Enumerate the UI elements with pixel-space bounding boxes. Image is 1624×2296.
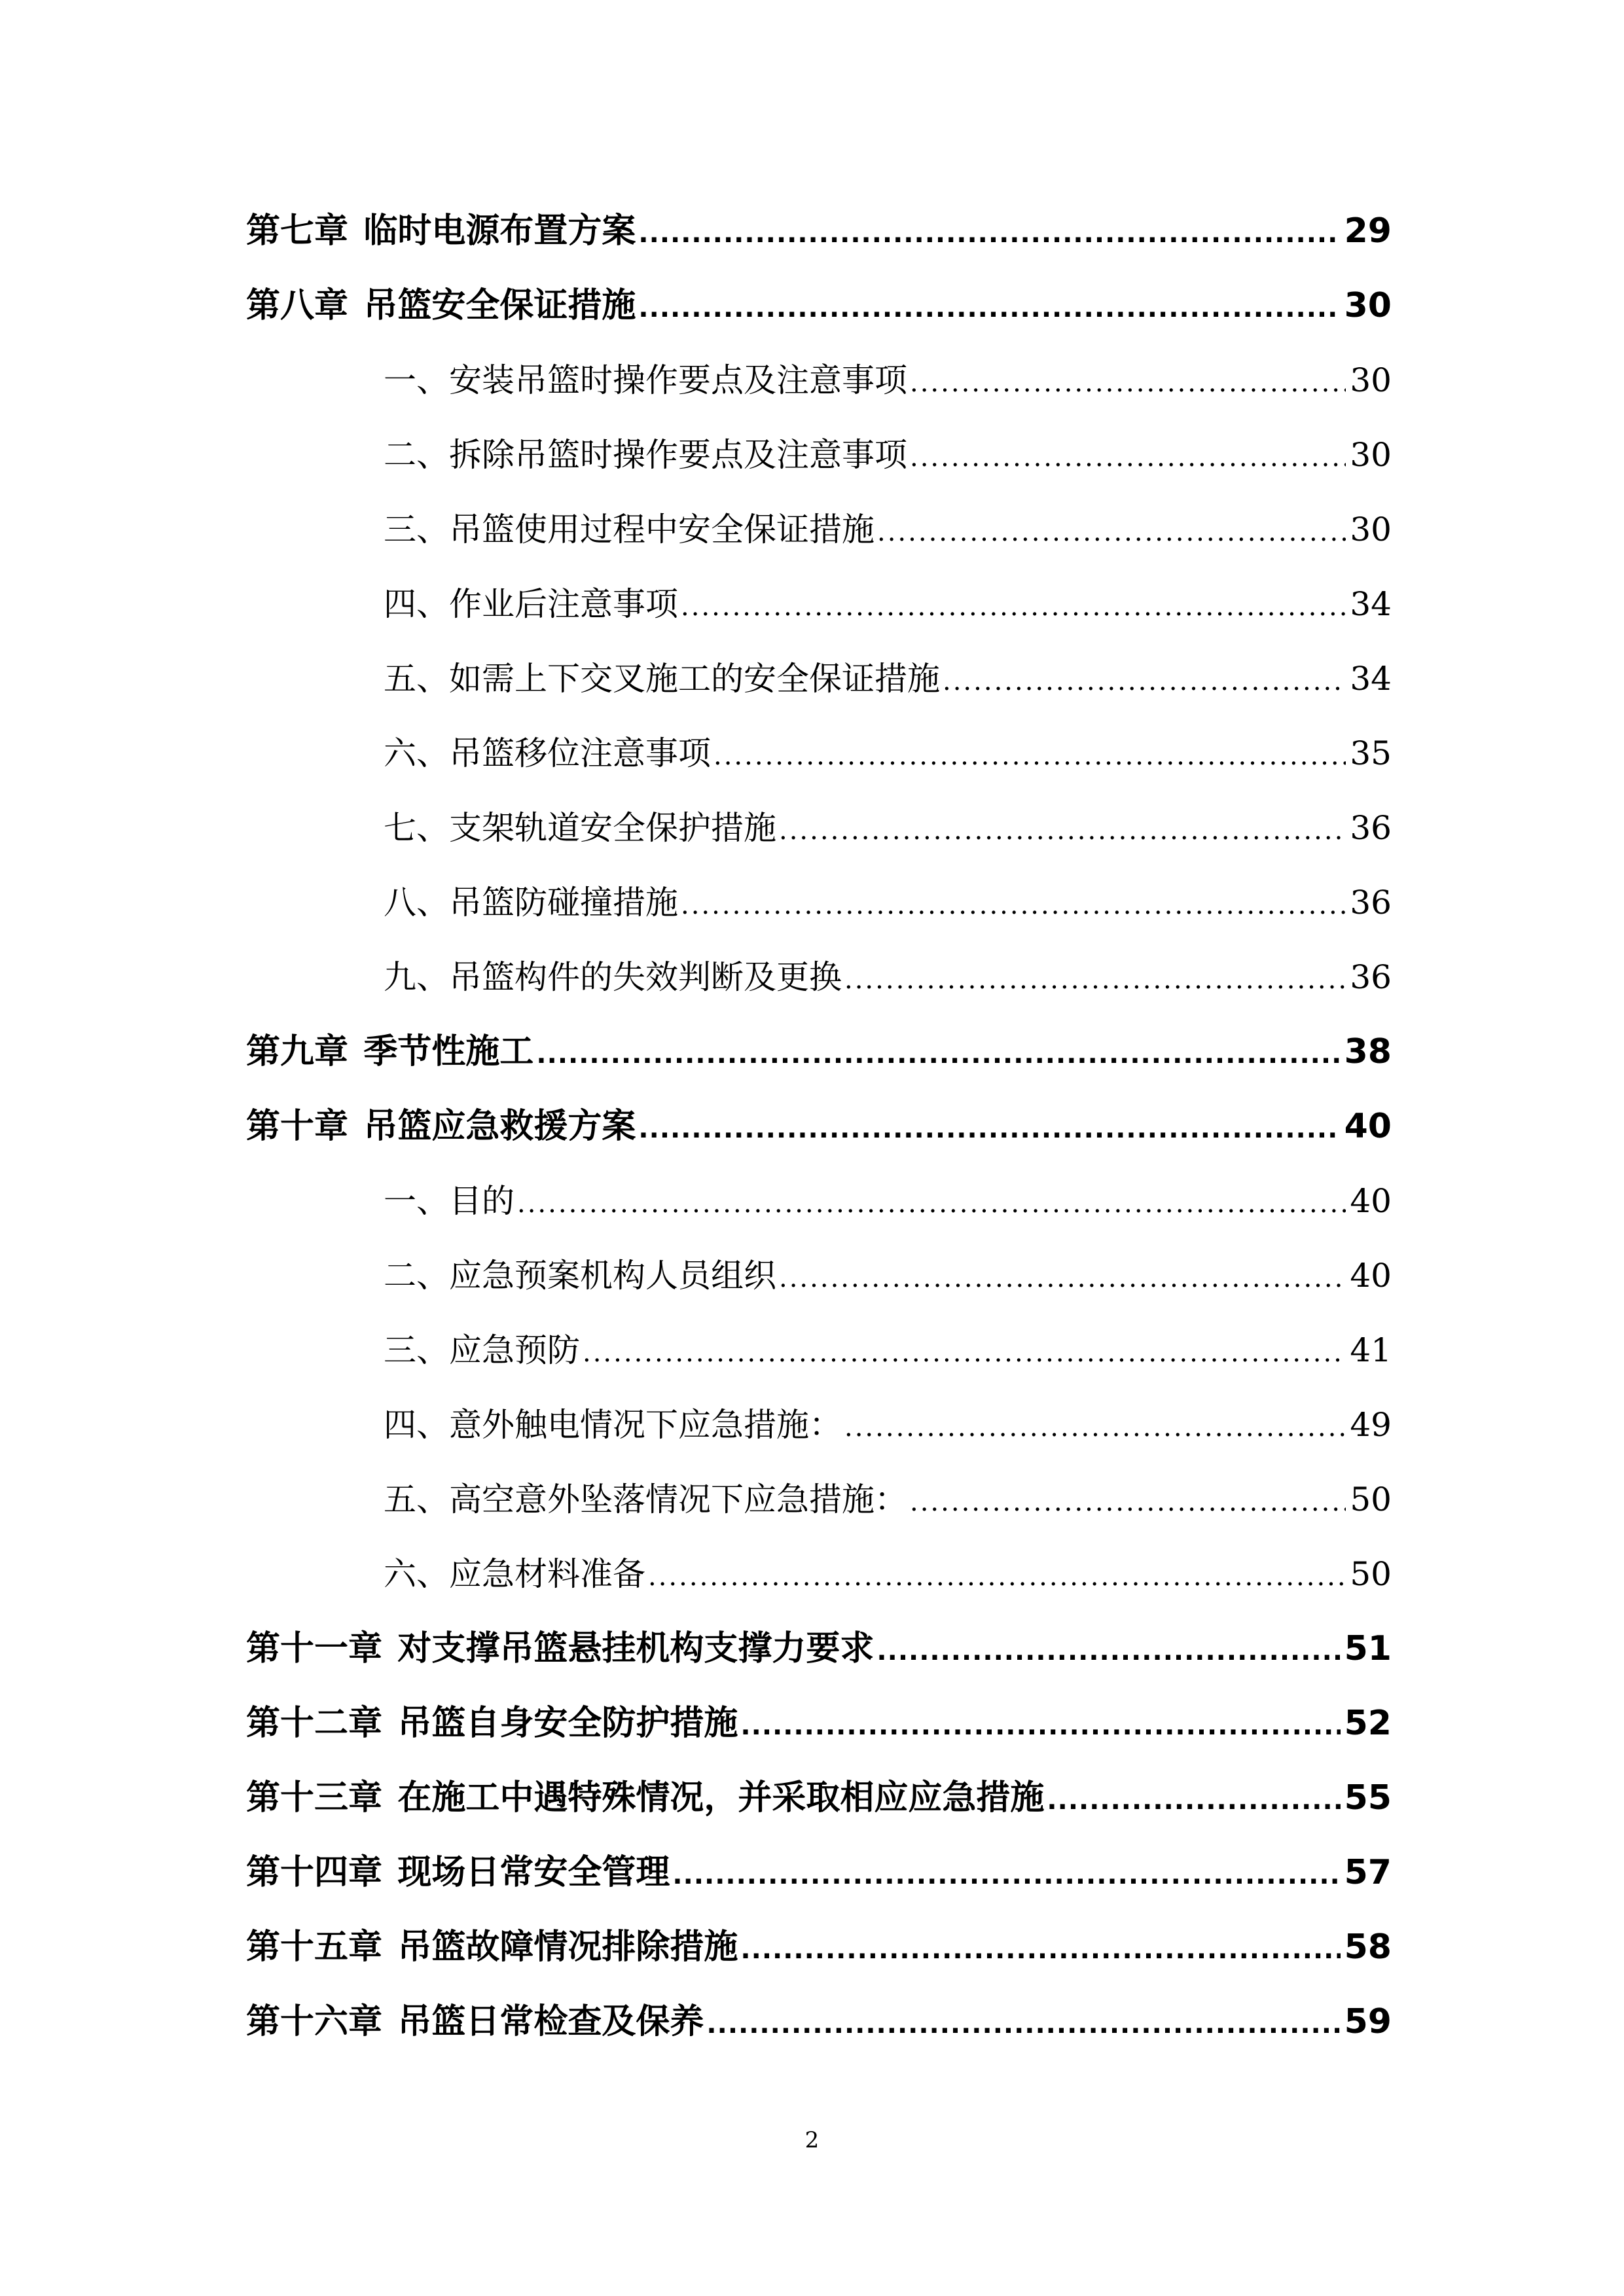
toc-entry-page: 40 (1344, 1107, 1392, 1146)
toc-entry-title (246, 1984, 704, 2059)
toc-entry-title (384, 791, 776, 865)
toc-entry-number: 七、 (384, 809, 449, 847)
toc-entry-text: 如需上下交叉施工的安全保证措施 (449, 660, 940, 698)
toc-entry-text: 应急预防 (449, 1331, 580, 1369)
toc-chapter-entry[interactable] (246, 268, 1392, 343)
toc-entry-number: 一、 (384, 1182, 449, 1220)
dot-leader (681, 868, 1346, 942)
toc-entry-text: 现场日常安全管理 (397, 1853, 670, 1892)
toc-entry-page: 35 (1350, 734, 1392, 772)
toc-entry-page: 30 (1344, 286, 1392, 325)
toc-chapter-entry[interactable] (246, 1910, 1392, 1984)
toc-section-entry[interactable] (246, 865, 1392, 940)
toc-entry-text: 安装吊篮时操作要点及注意事项 (449, 361, 907, 399)
toc-section-entry[interactable] (246, 940, 1392, 1014)
toc-entry-text: 意外触电情况下应急措施： (449, 1406, 842, 1444)
toc-entry-text: 吊篮安全保证措施 (363, 286, 636, 325)
toc-entry-number: 四、 (384, 1406, 449, 1444)
toc-entry-text: 吊篮防碰撞措施 (449, 884, 678, 922)
toc-entry-title (246, 194, 636, 268)
toc-entry-title (384, 1537, 645, 1611)
toc-entry-text: 吊篮移位注意事项 (449, 734, 711, 772)
toc-entry-page: 36 (1350, 884, 1392, 922)
toc-entry-page: 50 (1350, 1555, 1392, 1593)
toc-section-entry[interactable] (246, 1462, 1392, 1537)
toc-entry-number: 第十五章 (246, 1928, 383, 1967)
toc-entry-number: 第十一章 (246, 1629, 383, 1668)
toc-entry-title (384, 641, 940, 716)
toc-entry-page: 38 (1344, 1032, 1392, 1071)
toc-entry-title (384, 716, 711, 791)
toc-section-entry[interactable] (246, 418, 1392, 492)
toc-entry-title (384, 865, 678, 940)
toc-section-entry[interactable] (246, 567, 1392, 641)
toc-section-entry[interactable] (246, 343, 1392, 418)
toc-entry-page: 40 (1350, 1182, 1392, 1220)
toc-section-entry[interactable] (246, 791, 1392, 865)
toc-section-entry[interactable] (246, 1238, 1392, 1313)
toc-entry-text: 拆除吊篮时操作要点及注意事项 (449, 436, 907, 474)
toc-entry-number: 第十章 (246, 1107, 349, 1146)
toc-entry-title (384, 1238, 776, 1313)
toc-chapter-entry[interactable] (246, 194, 1392, 268)
dot-leader (910, 420, 1346, 495)
toc-section-entry[interactable] (246, 1164, 1392, 1238)
dot-leader (648, 1539, 1346, 1614)
toc-entry-text: 作业后注意事项 (449, 585, 678, 623)
page-number: 2 (804, 2127, 820, 2153)
toc-entry-number: 三、 (384, 1331, 449, 1369)
toc-entry-text: 高空意外坠落情况下应急措施： (449, 1480, 907, 1518)
toc-section-entry[interactable] (246, 492, 1392, 567)
toc-entry-page: 50 (1350, 1480, 1392, 1518)
toc-entry-title (246, 1910, 738, 1984)
toc-entry-page: 30 (1350, 511, 1392, 548)
dot-leader (638, 1092, 1340, 1166)
toc-entry-page: 41 (1350, 1331, 1392, 1369)
toc-chapter-entry[interactable] (246, 1761, 1392, 1835)
toc-chapter-entry[interactable] (246, 1984, 1392, 2059)
dot-leader (844, 1390, 1346, 1465)
toc-chapter-entry[interactable] (246, 1611, 1392, 1686)
toc-entry-page: 52 (1344, 1704, 1392, 1743)
toc-entry-number: 八、 (384, 884, 449, 922)
toc-entry-text: 目的 (449, 1182, 514, 1220)
toc-section-entry[interactable] (246, 1313, 1392, 1388)
toc-entry-title (384, 418, 907, 492)
toc-entry-page: 59 (1344, 2002, 1392, 2041)
toc-entry-text: 季节性施工 (363, 1032, 534, 1071)
toc-entry-number: 六、 (384, 1555, 449, 1593)
toc-entry-page: 36 (1350, 958, 1392, 996)
toc-section-entry[interactable] (246, 641, 1392, 716)
toc-entry-title (384, 1462, 907, 1537)
toc-entry-page: 49 (1350, 1406, 1392, 1444)
dot-leader (779, 1241, 1346, 1316)
toc-entry-title (384, 492, 875, 567)
toc-rows (246, 194, 1392, 2059)
toc-entry-title (384, 343, 907, 418)
dot-leader (536, 1017, 1340, 1092)
dot-leader (706, 1987, 1340, 2062)
toc-entry-text: 临时电源布置方案 (363, 211, 636, 251)
toc-entry-title (384, 1313, 580, 1388)
dot-leader (517, 1166, 1346, 1241)
dot-leader (910, 1465, 1346, 1539)
toc-entry-number: 二、 (384, 436, 449, 474)
toc-entry-text: 在施工中遇特殊情况，并采取相应应急措施 (397, 1778, 1045, 1818)
toc-entry-number: 第十四章 (246, 1853, 383, 1892)
toc-entry-number: 第八章 (246, 286, 349, 325)
dot-leader (681, 569, 1346, 644)
dot-leader (877, 495, 1346, 569)
dot-leader (844, 942, 1346, 1017)
toc-entry-number: 五、 (384, 660, 449, 698)
toc-entry-page: 29 (1344, 211, 1392, 251)
toc-entry-title (246, 1611, 874, 1686)
dot-leader (638, 196, 1340, 271)
toc-entry-text: 应急材料准备 (449, 1555, 645, 1593)
toc-entry-title (246, 1089, 636, 1164)
toc-entry-title (384, 1388, 842, 1462)
toc-entry-text: 吊篮故障情况排除措施 (397, 1928, 738, 1967)
dot-leader (740, 1912, 1340, 1987)
toc-section-entry[interactable] (246, 716, 1392, 791)
toc-entry-title (246, 1014, 533, 1089)
dot-leader (1047, 1763, 1340, 1838)
toc-entry-title (246, 1761, 1044, 1835)
toc-chapter-entry[interactable] (246, 1014, 1392, 1089)
toc-entry-number: 五、 (384, 1480, 449, 1518)
toc-entry-text: 吊篮日常检查及保养 (397, 2002, 704, 2041)
toc-entry-page: 40 (1350, 1257, 1392, 1295)
toc-chapter-entry[interactable] (246, 1089, 1392, 1164)
toc-entry-text: 吊篮构件的失效判断及更换 (449, 958, 842, 996)
toc-entry-number: 三、 (384, 511, 449, 548)
toc-entry-text: 吊篮应急救援方案 (363, 1107, 636, 1146)
toc-entry-page: 34 (1350, 660, 1392, 698)
dot-leader (713, 719, 1346, 793)
table-of-contents (246, 194, 1392, 2059)
toc-entry-number: 九、 (384, 958, 449, 996)
toc-entry-page: 58 (1344, 1928, 1392, 1967)
toc-entry-number: 第十六章 (246, 2002, 383, 2041)
toc-entry-text: 应急预案机构人员组织 (449, 1257, 776, 1295)
toc-entry-page: 36 (1350, 809, 1392, 847)
dot-leader (779, 793, 1346, 868)
toc-entry-number: 四、 (384, 585, 449, 623)
toc-entry-number: 一、 (384, 361, 449, 399)
toc-entry-page: 55 (1344, 1778, 1392, 1818)
toc-entry-text: 吊篮使用过程中安全保证措施 (449, 511, 875, 548)
toc-entry-title (384, 567, 678, 641)
toc-entry-number: 第七章 (246, 211, 349, 251)
dot-leader (740, 1689, 1340, 1763)
dot-leader (943, 644, 1346, 719)
toc-entry-page: 30 (1350, 361, 1392, 399)
toc-entry-title (246, 1686, 738, 1761)
toc-entry-page: 51 (1344, 1629, 1392, 1668)
toc-entry-page: 34 (1350, 585, 1392, 623)
toc-entry-title (246, 1835, 670, 1910)
toc-entry-text: 吊篮自身安全防护措施 (397, 1704, 738, 1743)
toc-section-entry[interactable] (246, 1388, 1392, 1462)
toc-entry-text: 对支撑吊篮悬挂机构支撑力要求 (397, 1629, 875, 1668)
toc-entry-number: 第十二章 (246, 1704, 383, 1743)
dot-leader (583, 1316, 1346, 1390)
toc-entry-number: 第十三章 (246, 1778, 383, 1818)
toc-entry-number: 第九章 (246, 1032, 349, 1071)
dot-leader (910, 346, 1346, 420)
toc-entry-title (246, 268, 636, 343)
toc-entry-page: 57 (1344, 1853, 1392, 1892)
toc-chapter-entry[interactable] (246, 1686, 1392, 1761)
toc-entry-number: 二、 (384, 1257, 449, 1295)
toc-entry-text: 支架轨道安全保护措施 (449, 809, 776, 847)
toc-entry-title (384, 1164, 514, 1238)
toc-entry-title (384, 940, 842, 1014)
dot-leader (876, 1614, 1340, 1689)
toc-section-entry[interactable] (246, 1537, 1392, 1611)
dot-leader (638, 271, 1340, 346)
toc-entry-page: 30 (1350, 436, 1392, 474)
toc-chapter-entry[interactable] (246, 1835, 1392, 1910)
dot-leader (672, 1838, 1340, 1912)
toc-entry-number: 六、 (384, 734, 449, 772)
